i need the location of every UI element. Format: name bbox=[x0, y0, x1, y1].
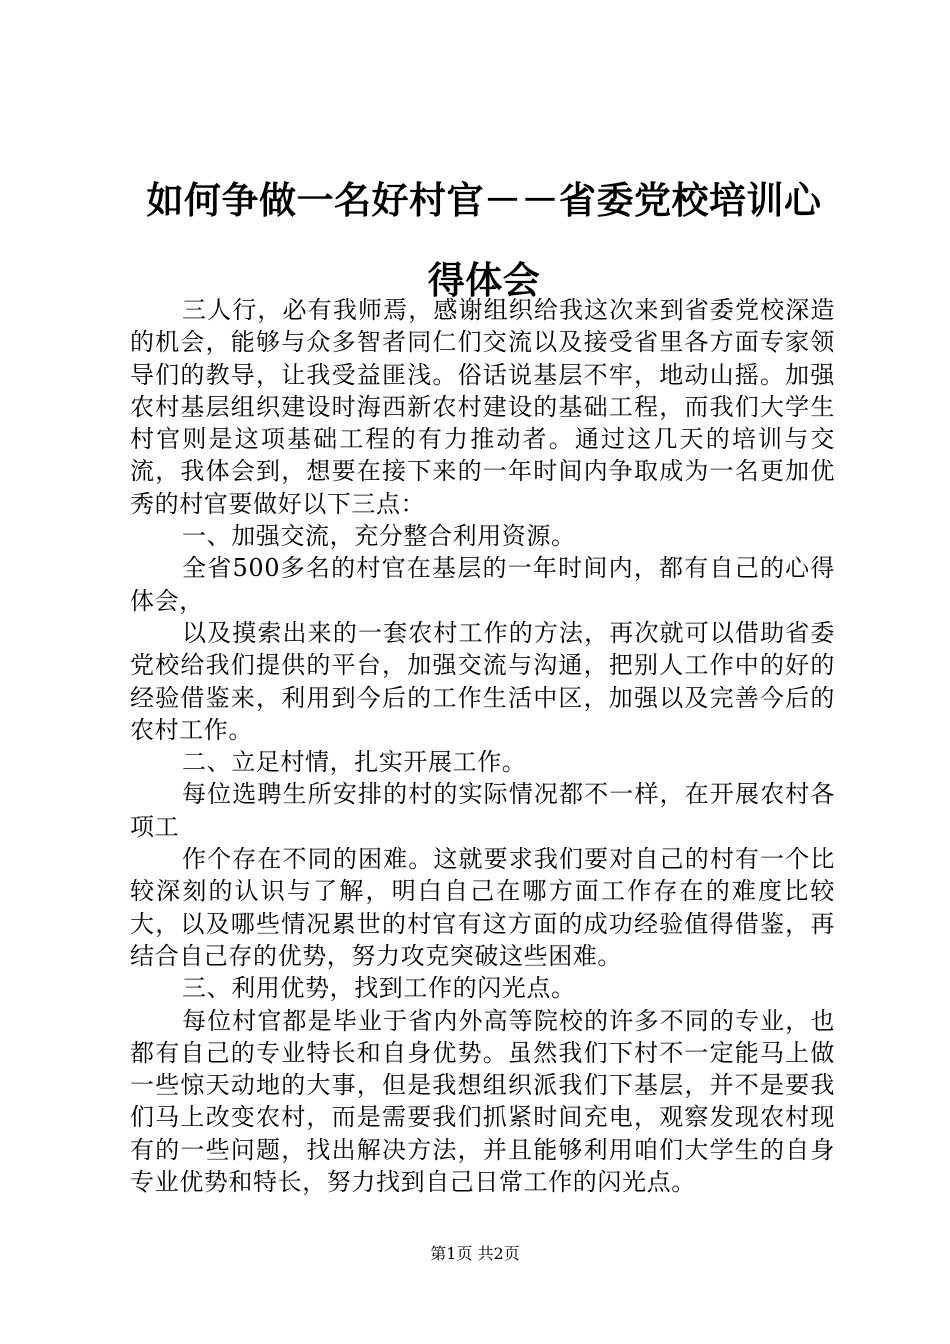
paragraph-point-1-b: 以及摸索出来的一套农村工作的方法，再次就可以借助省委党校给我们提供的平台，加强交流与沟通，把别人工作中的好的经验借鉴来，利用到今后的工作生活中区，加强以及完善今后的农村工作。 bbox=[130, 618, 835, 744]
paragraph-point-2-a: 每位选聘生所安排的村的实际情况都不一样，在开展农村各项工 bbox=[130, 780, 835, 841]
paragraph-point-2-b: 作个存在不同的困难。这就要求我们要对自己的村有一个比较深刻的认识与了解，明白自己在哪方面工作存在的难度比较大，以及哪些情况累世的村官有这方面的成功经验值得借鉴，再结合自己存的优势，努力攻克突破这些困难。 bbox=[130, 845, 835, 970]
paragraph-intro: 三人行，必有我师焉，感谢组织给我这次来到省委党校深造的机会，能够与众多智者同仁们交流以及接受省里各方面专家领导们的教导，让我受益匪浅。俗话说基层不牢，地动山摇。加强农村基层组织建设时海西新农村建设的基础工程，而我们大学生村官则是这项基础工程的有力推动者。通过这几天的培训与交流，我体会到，想要在接下来的一年时间内争取成为一名更加优秀的村官要做好以下三点： bbox=[130, 296, 835, 518]
heading-point-3: 三、利用优势，找到工作的闪光点。 bbox=[182, 974, 576, 1003]
document-body bbox=[130, 294, 835, 1198]
heading-point-2: 二、立足村情，扎实开展工作。 bbox=[182, 748, 527, 777]
paragraph-point-3: 每位村官都是毕业于省内外高等院校的许多不同的专业，也都有自己的专业特长和自身优势。虽然我们下村不一定能马上做一些惊天动地的大事，但是我想组织派我们下基层，并不是要我们马上改变农村，而是需要我们抓紧时间充电，观察发现农村现有的一些问题，找出解决方法，并且能够利用咱们大学生的自身专业优势和特长，努力找到自己日常工作的闪光点。 bbox=[130, 1006, 835, 1197]
document-title: 如何争做一名好村官－－省委党校培训心得体会 bbox=[146, 179, 822, 302]
page-number-footer: 第1页 共2页 bbox=[430, 1244, 520, 1263]
heading-point-1: 一、加强交流，充分整合利用资源。 bbox=[182, 522, 576, 551]
paragraph-point-1-a: 全省500多名的村官在基层的一年时间内，都有自己的心得体会， bbox=[130, 554, 835, 615]
